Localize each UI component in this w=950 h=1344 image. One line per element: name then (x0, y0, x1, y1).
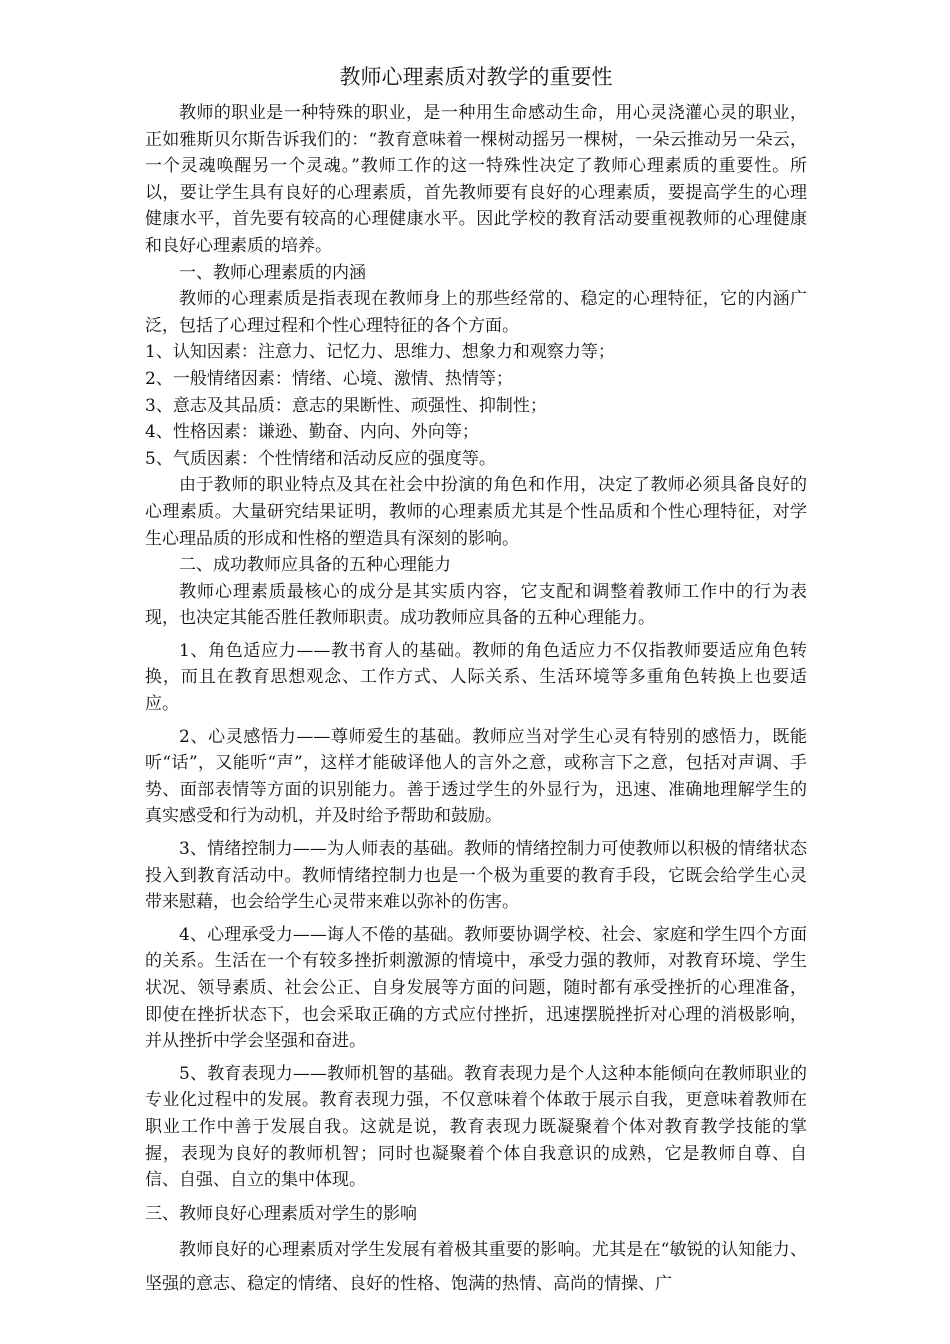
section-2-paragraph: 教师心理素质最核心的成分是其实质内容，它支配和调整着教师工作中的行为表现，也决定其能否胜任教师职责。成功教师应具备的五种心理能力。 (145, 581, 807, 629)
ability-paragraph: 1、角色适应力——教书育人的基础。教师的角色适应力不仅指教师要适应角色转换，而且在教育思想观念、工作方式、人际关系、生活环境等多重角色转换上也要适应。 (145, 640, 807, 715)
list-item: 4、性格因素：谦逊、勤奋、内向、外向等； (145, 422, 479, 443)
intro-paragraph: 教师的职业是一种特殊的职业，是一种用生命感动生命，用心灵浇灌心灵的职业，正如雅斯贝尔斯告诉我们的：“教育意味着一棵树动摇另一棵树，一朵云推动另一朵云，一个灵魂唤醒另一个灵魂。”教师工作的这一特殊性决定了教师心理素质的重要性。所以，要让学生具有良好的心理素质，首先教师要有良好的心理素质，要提高学生的心理健康水平，首先要有较高的心理健康水平。因此学校的教育活动要重视教师的心理健康和良好心理素质的培养。 (145, 103, 807, 256)
section-3-paragraph: 教师良好的心理素质对学生发展有着极其重要的影响。尤其是在“敏锐的认知能力、坚强的意志、稳定的情绪、良好的性格、饱满的热情、高尚的情操、广 (145, 1240, 807, 1295)
document-title: 教师心理素质对教学的重要性 (339, 65, 613, 89)
list-item: 3、意志及其品质：意志的果断性、顽强性、抑制性； (145, 395, 547, 416)
list-item: 1、认知因素：注意力、记忆力、思维力、想象力和观察力等； (145, 342, 615, 363)
ability-paragraph: 2、心灵感悟力——尊师爱生的基础。教师应当对学生心灵有特别的感悟力，既能听“话”，又能听“声”，这样才能破译他人的言外之意，或称言下之意，包括对声调、手势、面部表情等方面的识别能力。善于透过学生的外显行为，迅速、准确地理解学生的真实感受和行为动机，并及时给予帮助和鼓励。 (145, 726, 807, 827)
document-page (145, 62, 807, 1301)
section-3-heading: 三、教师良好心理素质对学生的影响 (145, 1203, 417, 1224)
list-item: 2、一般情绪因素：情绪、心境、激情、热情等； (145, 368, 513, 389)
ability-paragraph: 4、心理承受力——诲人不倦的基础。教师要协调学校、社会、家庭和学生四个方面的关系。生活在一个有较多挫折刺激源的情境中，承受力强的教师，对教育环境、学生状况、领导素质、社会公正、自身发展等方面的问题，随时都有承受挫折的心理准备，即使在挫折状态下，也会采取正确的方式应付挫折，迅速摆脱挫折对心理的消极影响，并从挫折中学会坚强和奋进。 (145, 924, 807, 1052)
section-2-heading: 二、成功教师应具备的五种心理能力 (179, 555, 451, 576)
ability-paragraph: 3、情绪控制力——为人师表的基础。教师的情绪控制力可使教师以积极的情绪状态投入到教育活动中。教师情绪控制力也是一个极为重要的教育手段，它既会给学生心灵带来慰藉，也会给学生心灵带来难以弥补的伤害。 (145, 839, 807, 913)
list-item: 5、气质因素：个性情绪和活动反应的强度等。 (145, 448, 496, 469)
section-1-paragraph: 教师的心理素质是指表现在教师身上的那些经常的、稳定的心理特征，它的内涵广泛，包括了心理过程和个性心理特征的各个方面。 (145, 289, 807, 336)
ability-paragraph: 5、教育表现力——教师机智的基础。教育表现力是个人这种本能倾向在教师职业的专业化过程中的发展。教育表现力强，不仅意味着个体敢于展示自我，更意味着教师在职业工作中善于发展自我。这就是说，教育表现力既凝聚着个体对教育教学技能的掌握，表现为良好的教师机智；同时也凝聚着个体自我意识的成熟，它是教师自尊、自信、自强、自立的集中体现。 (145, 1063, 807, 1191)
section-1-closing: 由于教师的职业特点及其在社会中扮演的角色和作用，决定了教师必须具备良好的心理素质。大量研究结果证明，教师的心理素质尤其是个性品质和个性心理特征，对学生心理品质的形成和性格的塑造具有深刻的影响。 (145, 475, 807, 549)
section-1-heading: 一、教师心理素质的内涵 (179, 262, 366, 283)
